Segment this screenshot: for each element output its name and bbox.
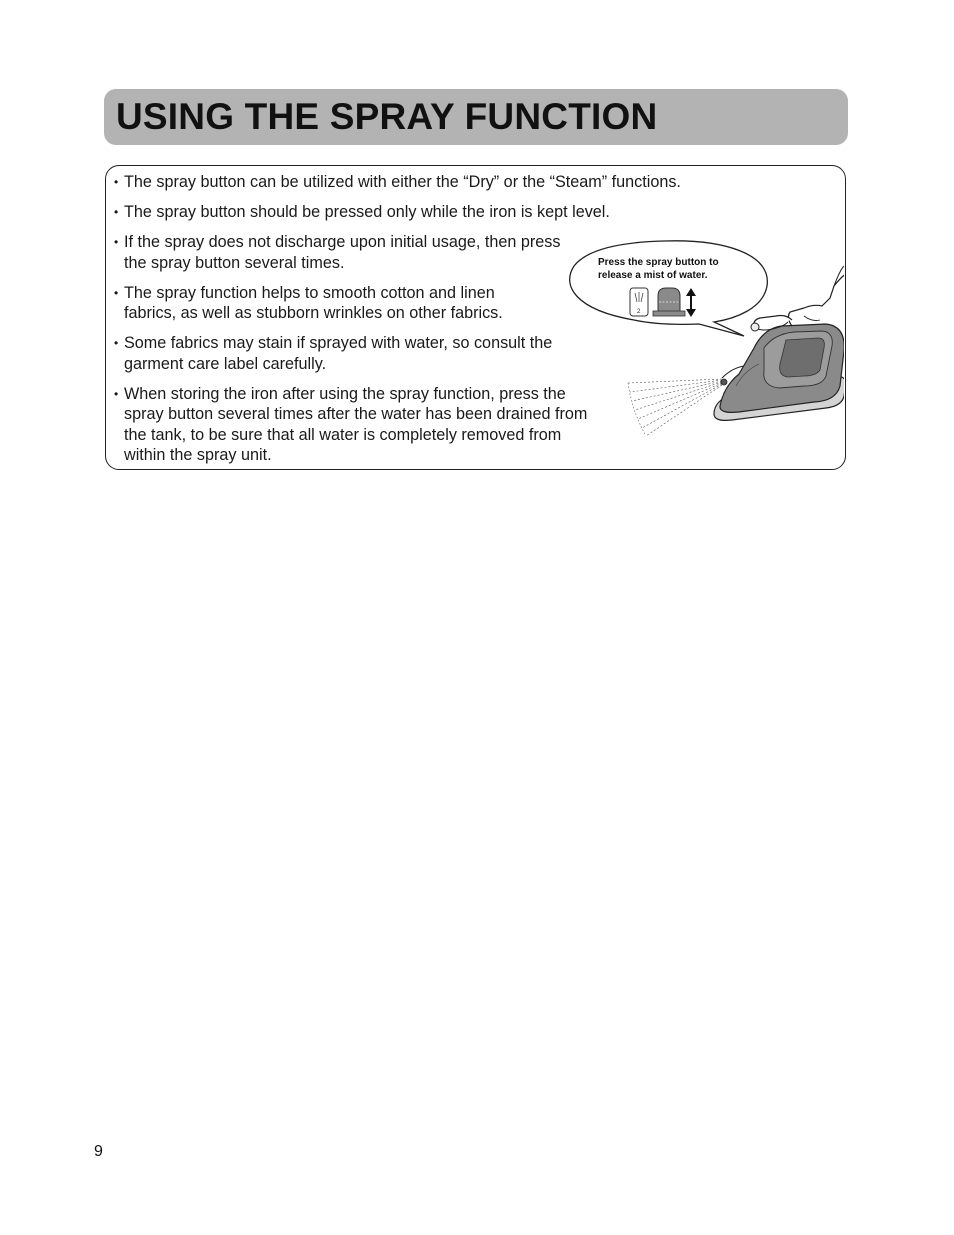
callout-bubble bbox=[570, 241, 768, 336]
bullet-item: • The spray button can be utilized with either the “Dry” or the “Steam” functions. bbox=[114, 172, 764, 193]
page-number: 9 bbox=[94, 1143, 103, 1160]
bullet-item: • The spray function helps to smooth cotton and linen fabrics, as well as stubborn wrinkles on other fabrics. bbox=[114, 283, 544, 324]
section-title-bar bbox=[104, 89, 848, 145]
spray-iron-illustration bbox=[564, 236, 844, 446]
bullet-item: • Some fabrics may stain if sprayed with water, so consult the garment care label carefully. bbox=[114, 333, 604, 374]
bullet-item: • If the spray does not discharge upon initial usage, then press the spray button several times. bbox=[114, 232, 564, 273]
callout-line-2: release a mist of water. bbox=[598, 270, 708, 281]
water-mist-icon bbox=[628, 379, 722, 436]
iron-icon bbox=[714, 324, 844, 420]
spray-nozzle-icon bbox=[630, 288, 648, 316]
page-title: USING THE SPRAY FUNCTION bbox=[116, 96, 658, 137]
instructions-box bbox=[105, 165, 846, 470]
bullet-item: • The spray button should be pressed only while the iron is kept level. bbox=[114, 202, 764, 223]
bullet-item: • When storing the iron after using the spray function, press the spray button several times after the water has been drained from the tank, to be sure that all water is completely removed from within the spray unit. bbox=[114, 384, 604, 466]
icon-digit: 2 bbox=[637, 309, 641, 315]
callout-line-1: Press the spray button to bbox=[598, 257, 719, 268]
